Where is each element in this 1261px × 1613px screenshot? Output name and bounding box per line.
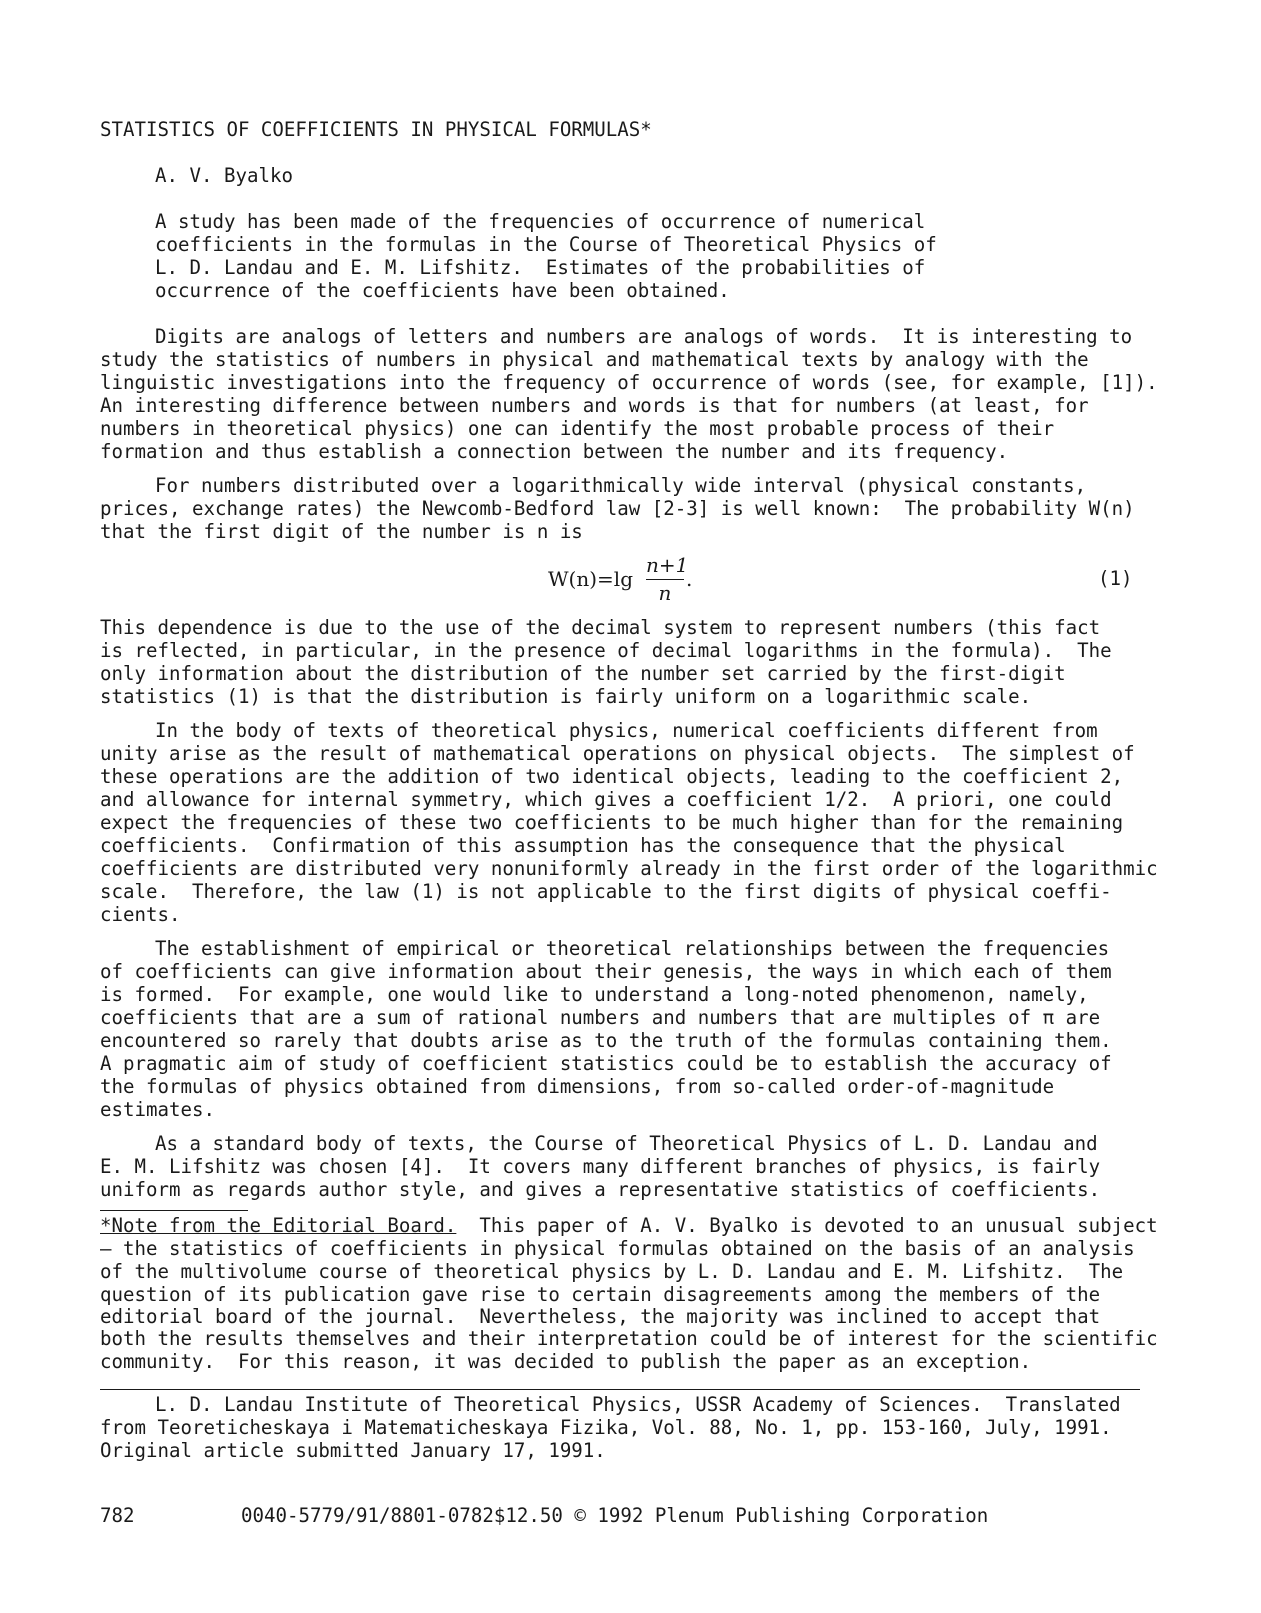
body-line: that the first digit of the number is n is — [100, 520, 583, 543]
abstract-line: coefficients in the formulas in the Course of Theoretical Physics of — [155, 233, 937, 256]
footnote-line: both the results themselves and their interpretation could be of interest for the scientific — [100, 1327, 1158, 1350]
body-line: prices, exchange rates) the Newcomb-Bedford law [2-3] is well known: The probability W(n) — [100, 497, 1135, 520]
body-line: expect the frequencies of these two coefficients to be much higher than for the remaining — [100, 811, 1124, 834]
equation-lhs: W(n)=lg — [548, 567, 633, 591]
abstract-line: L. D. Landau and E. M. Lifshitz. Estimates of the probabilities of — [155, 256, 926, 279]
body-line: linguistic investigations into the frequency of occurrence of words (see, for example, [1]). — [100, 371, 1158, 394]
affiliation-line: L. D. Landau Institute of Theoretical Physics, USSR Academy of Sciences. Translated — [155, 1393, 1121, 1416]
body-line: of coefficients can give information about their genesis, the ways in which each of them — [100, 960, 1112, 983]
page-number: 782 — [100, 1504, 135, 1527]
body-line: uniform as regards author style, and gives a representative statistics of coefficients. — [100, 1178, 1101, 1201]
copyright-code: 0040-5779/91/8801-0782$12.50 © 1992 Plenum Publishing Corporation — [241, 1504, 989, 1527]
equation-period: . — [686, 567, 693, 591]
body-line: cients. — [100, 903, 181, 926]
paper-title: STATISTICS OF COEFFICIENTS IN PHYSICAL FORMULAS* — [100, 118, 652, 141]
footnote-line: of the multivolume course of theoretical physics by L. D. Landau and E. M. Lifshitz. The — [100, 1260, 1124, 1283]
body-line: study the statistics of numbers in physical and mathematical texts by analogy with the — [100, 348, 1089, 371]
body-line: only information about the distribution of the number set carried by the first-digit — [100, 662, 1066, 685]
equation-denominator: n — [658, 581, 672, 605]
body-line: coefficients that are a sum of rational numbers and numbers that are multiples of π are — [100, 1006, 1101, 1029]
body-line: is reflected, in particular, in the presence of decimal logarithms in the formula). The — [100, 639, 1112, 662]
body-line: the formulas of physics obtained from dimensions, from so-called order-of-magnitude — [100, 1075, 1055, 1098]
footnote-line: — the statistics of coefficients in physical formulas obtained on the basis of an analysis — [100, 1237, 1135, 1260]
body-line: An interesting difference between numbers and words is that for numbers (at least, for — [100, 394, 1089, 417]
body-line: Digits are analogs of letters and numbers are analogs of words. It is interesting to — [155, 325, 1133, 348]
footnote-line: question of its publication gave rise to certain disagreements among the members of the — [100, 1283, 1101, 1306]
body-line: E. M. Lifshitz was chosen [4]. It covers many different branches of physics, is fairly — [100, 1155, 1101, 1178]
abstract-line: occurrence of the coefficients have been obtained. — [155, 279, 730, 302]
body-line: unity arise as the result of mathematical operations on physical objects. The simplest of — [100, 742, 1135, 765]
body-line: A pragmatic aim of study of coefficient statistics could be to establish the accuracy of — [100, 1052, 1112, 1075]
body-line: and allowance for internal symmetry, which gives a coefficient 1/2. A priori, one could — [100, 788, 1112, 811]
body-line: As a standard body of texts, the Course of Theoretical Physics of L. D. Landau and — [155, 1132, 1098, 1155]
body-line: encountered so rarely that doubts arise as to the truth of the formulas containing them. — [100, 1029, 1112, 1052]
footnote-line: community. For this reason, it was decided to publish the paper as an exception. — [100, 1350, 1032, 1373]
body-line: For numbers distributed over a logarithmically wide interval (physical constants, — [155, 474, 1087, 497]
footnote-label: *Note from the Editorial Board. — [100, 1214, 457, 1237]
equation-1 — [548, 553, 718, 605]
equation-number: (1) — [1098, 567, 1133, 590]
body-line: In the body of texts of theoretical physics, numerical coefficients different from — [155, 719, 1098, 742]
body-line: formation and thus establish a connection between the number and its frequency. — [100, 440, 1009, 463]
affiliation-line: Original article submitted January 17, 1991. — [100, 1439, 606, 1462]
affiliation-line: from Teoreticheskaya i Matematicheskaya Fizika, Vol. 88, No. 1, pp. 153-160, July, 1991. — [100, 1416, 1112, 1439]
body-line: is formed. For example, one would like to understand a long-noted phenomenon, namely, — [100, 983, 1089, 1006]
body-line: statistics (1) is that the distribution is fairly uniform on a logarithmic scale. — [100, 685, 1032, 708]
footnote-text: This paper of A. V. Byalko is devoted to an unusual subject — [456, 1214, 1158, 1237]
fraction-bar — [646, 579, 684, 580]
equation-numerator: n+1 — [646, 553, 689, 577]
footnote-rule — [100, 1210, 248, 1211]
affiliation-rule — [100, 1389, 1140, 1390]
body-line: coefficients. Confirmation of this assumption has the consequence that the physical — [100, 834, 1066, 857]
body-line: The establishment of empirical or theoretical relationships between the frequencies — [155, 937, 1110, 960]
abstract-line: A study has been made of the frequencies of occurrence of numerical — [155, 210, 926, 233]
body-line: numbers in theoretical physics) one can identify the most probable process of their — [100, 417, 1055, 440]
author-name: A. V. Byalko — [155, 164, 293, 187]
body-line: these operations are the addition of two identical objects, leading to the coefficient 2, — [100, 765, 1124, 788]
body-line: coefficients are distributed very nonuniformly already in the first order of the logarithmic — [100, 857, 1158, 880]
body-line: This dependence is due to the use of the decimal system to represent numbers (this fact — [100, 616, 1101, 639]
body-line: scale. Therefore, the law (1) is not applicable to the first digits of physical coeffi- — [100, 880, 1112, 903]
body-line: estimates. — [100, 1098, 215, 1121]
footnote-line — [100, 1214, 1158, 1237]
footnote-line: editorial board of the journal. Nevertheless, the majority was inclined to accept that — [100, 1305, 1101, 1328]
